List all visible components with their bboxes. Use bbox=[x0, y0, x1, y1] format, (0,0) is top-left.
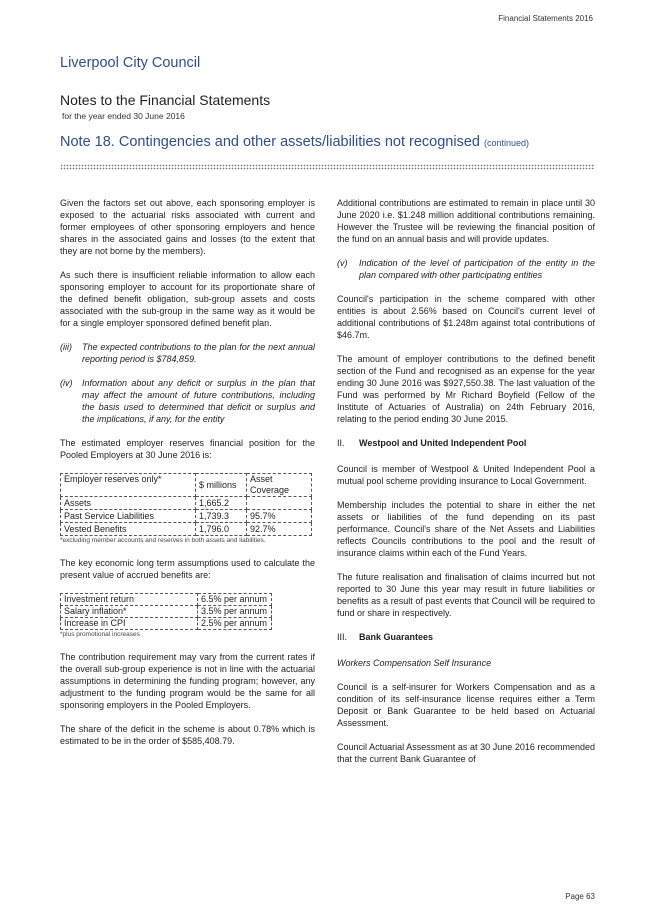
page-number: Page 63 bbox=[565, 892, 595, 901]
section-heading bbox=[337, 437, 595, 449]
list-item bbox=[60, 377, 315, 425]
section-title: Bank Guarantees bbox=[359, 632, 434, 642]
subheading: Workers Compensation Self Insurance bbox=[337, 658, 492, 668]
table-cell: Past Service Liabilities bbox=[61, 510, 196, 523]
table-cell: 95.7% bbox=[247, 510, 312, 523]
table-cell: Investment return bbox=[61, 594, 198, 606]
table-row bbox=[61, 497, 312, 510]
employer-reserves-table bbox=[60, 473, 312, 536]
table-cell: 3.5% per annum bbox=[198, 606, 272, 618]
table-cell: Increase in CPI bbox=[61, 618, 198, 630]
paragraph: The future realisation and finalisation of claims incurred but not reported to 30 June this year may result in future liabilities or benefits as a result of past events that Council will be required to fund or share in respectively. bbox=[337, 572, 595, 618]
note-continued: (continued) bbox=[483, 138, 530, 148]
paragraph: Additional contributions are estimated to remain in place until 30 June 2020 i.e. $1.248 million additional contributions remaining. However the Trustee will be reviewing the financial position of the fund on an annual basis and will provide updates. bbox=[337, 198, 595, 244]
paragraph: Membership includes the potential to share in either the net assets or liabilities of the fund depending on its past performance. Council's share of the Net Assets and Liabilities reflects Councils contributions to the pool and the result of insurance claims within each of the Fund Years. bbox=[337, 500, 595, 558]
table-cell: 1,665.2 bbox=[196, 497, 247, 510]
list-text: Information about any deficit or surplus in the plan that may affect the amount of future contributions, including the basis used to determined that deficit or surplus and the implications, if any, for the entity bbox=[82, 378, 315, 424]
paragraph: The key economic long term assumptions used to calculate the present value of accrued benefits are: bbox=[60, 558, 315, 580]
notes-title: Notes to the Financial Statements bbox=[60, 92, 271, 108]
list-item bbox=[60, 341, 315, 365]
table-row bbox=[61, 606, 272, 618]
section-heading bbox=[337, 631, 595, 643]
table-footnote: *plus promotional increases bbox=[60, 631, 140, 638]
list-text: Indication of the level of participation of the entity in the plan compared with other participating entities bbox=[359, 258, 595, 280]
table-cell: 1,796.0 bbox=[196, 523, 247, 536]
table-cell: 1,739.3 bbox=[196, 510, 247, 523]
council-name: Liverpool City Council bbox=[60, 55, 201, 71]
table-row bbox=[61, 618, 272, 630]
paragraph: The contribution requirement may vary from the current rates if the overall sub-group experience is not in line with the actuarial assumptions in determining the funding program; however, any adjustment to the funding program would be the same for all sponsoring employers in the Pooled Employers. bbox=[60, 652, 315, 710]
left-column bbox=[60, 197, 315, 759]
note-heading bbox=[60, 134, 529, 150]
list-text: The expected contributions to the plan for the next annual reporting period is $784,859. bbox=[82, 342, 315, 364]
paragraph: Council is a self-insurer for Workers Compensation and as a condition of its self-insurance license requires either a Term Deposit or Bank Guarantee to be held based on Actuarial Assessment. bbox=[337, 682, 595, 728]
paragraph: Council is member of Westpool & United Independent Pool a mutual pool scheme providing insurance to Local Government. bbox=[337, 464, 595, 486]
table-row bbox=[61, 594, 272, 606]
section-title: Westpool and United Independent Pool bbox=[359, 438, 527, 448]
paragraph: Given the factors set out above, each sponsoring employer is exposed to the actuarial risks associated with current and former employees of other sponsoring employers and hence shares in the associated gains and losses (to the extent that they are not borne by the members). bbox=[60, 198, 315, 256]
list-item bbox=[337, 257, 595, 281]
dotted-divider bbox=[60, 164, 595, 170]
list-number: (v) bbox=[337, 258, 348, 268]
paragraph: The share of the deficit in the scheme is about 0.78% which is estimated to be in the order of $585,408.79. bbox=[60, 724, 315, 746]
paragraph: Council's participation in the scheme compared with other entities is about 2.56% based on Council's current level of additional contributions of $1.248m against total contributions of $46.7m. bbox=[337, 294, 595, 340]
table-cell: Assets bbox=[61, 497, 196, 510]
paragraph: The amount of employer contributions to the defined benefit section of the Fund and recognised as an expense for the year ending 30 June 2016 was $927,550.38. The last valuation of the Fund was performed by Mr Richard Boyfield (Fellow of the Institute of Actuaries of Australia) on 24th February 2016, relating to the period ending 30 June 2015. bbox=[337, 354, 595, 424]
right-column bbox=[337, 197, 595, 777]
paragraph: The estimated employer reserves financial position for the Pooled Employers at 30 June 2016 is: bbox=[60, 438, 315, 460]
table-cell bbox=[247, 497, 312, 510]
paragraph: As such there is insufficient reliable information to allow each sponsoring employer to account for its proportionate share of the defined benefit obligation, sub-group assets and costs associated with the sub-group in the same way as it would be for a single employer sponsored defined benefit plan. bbox=[60, 270, 315, 328]
assumptions-table bbox=[60, 593, 272, 630]
list-number: (iii) bbox=[60, 342, 72, 352]
table-header: $ millions bbox=[196, 474, 247, 497]
paragraph: Council Actuarial Assessment as at 30 June 2016 recommended that the current Bank Guarantee of bbox=[337, 742, 595, 764]
table-row bbox=[61, 510, 312, 523]
report-header: Financial Statements 2016 bbox=[498, 14, 593, 23]
table-row bbox=[61, 523, 312, 536]
section-number: II. bbox=[337, 438, 345, 448]
table-header: Asset Coverage bbox=[247, 474, 312, 497]
table-footnote: *excluding member accounts and reserves in both assets and liabilities. bbox=[60, 537, 266, 544]
section-number: III. bbox=[337, 632, 348, 642]
list-number: (iv) bbox=[60, 378, 73, 388]
table-cell: Vested Benefits bbox=[61, 523, 196, 536]
table-cell: 6.5% per annum bbox=[198, 594, 272, 606]
note-title: Note 18. Contingencies and other assets/liabilities not recognised bbox=[60, 134, 480, 150]
notes-subtitle: for the year ended 30 June 2016 bbox=[62, 111, 185, 121]
table-cell: 92.7% bbox=[247, 523, 312, 536]
table-header-row bbox=[61, 474, 312, 497]
table-cell: 2.5% per annum bbox=[198, 618, 272, 630]
table-cell: Salary inflation* bbox=[61, 606, 198, 618]
table-header: Employer reserves only* bbox=[61, 474, 196, 497]
